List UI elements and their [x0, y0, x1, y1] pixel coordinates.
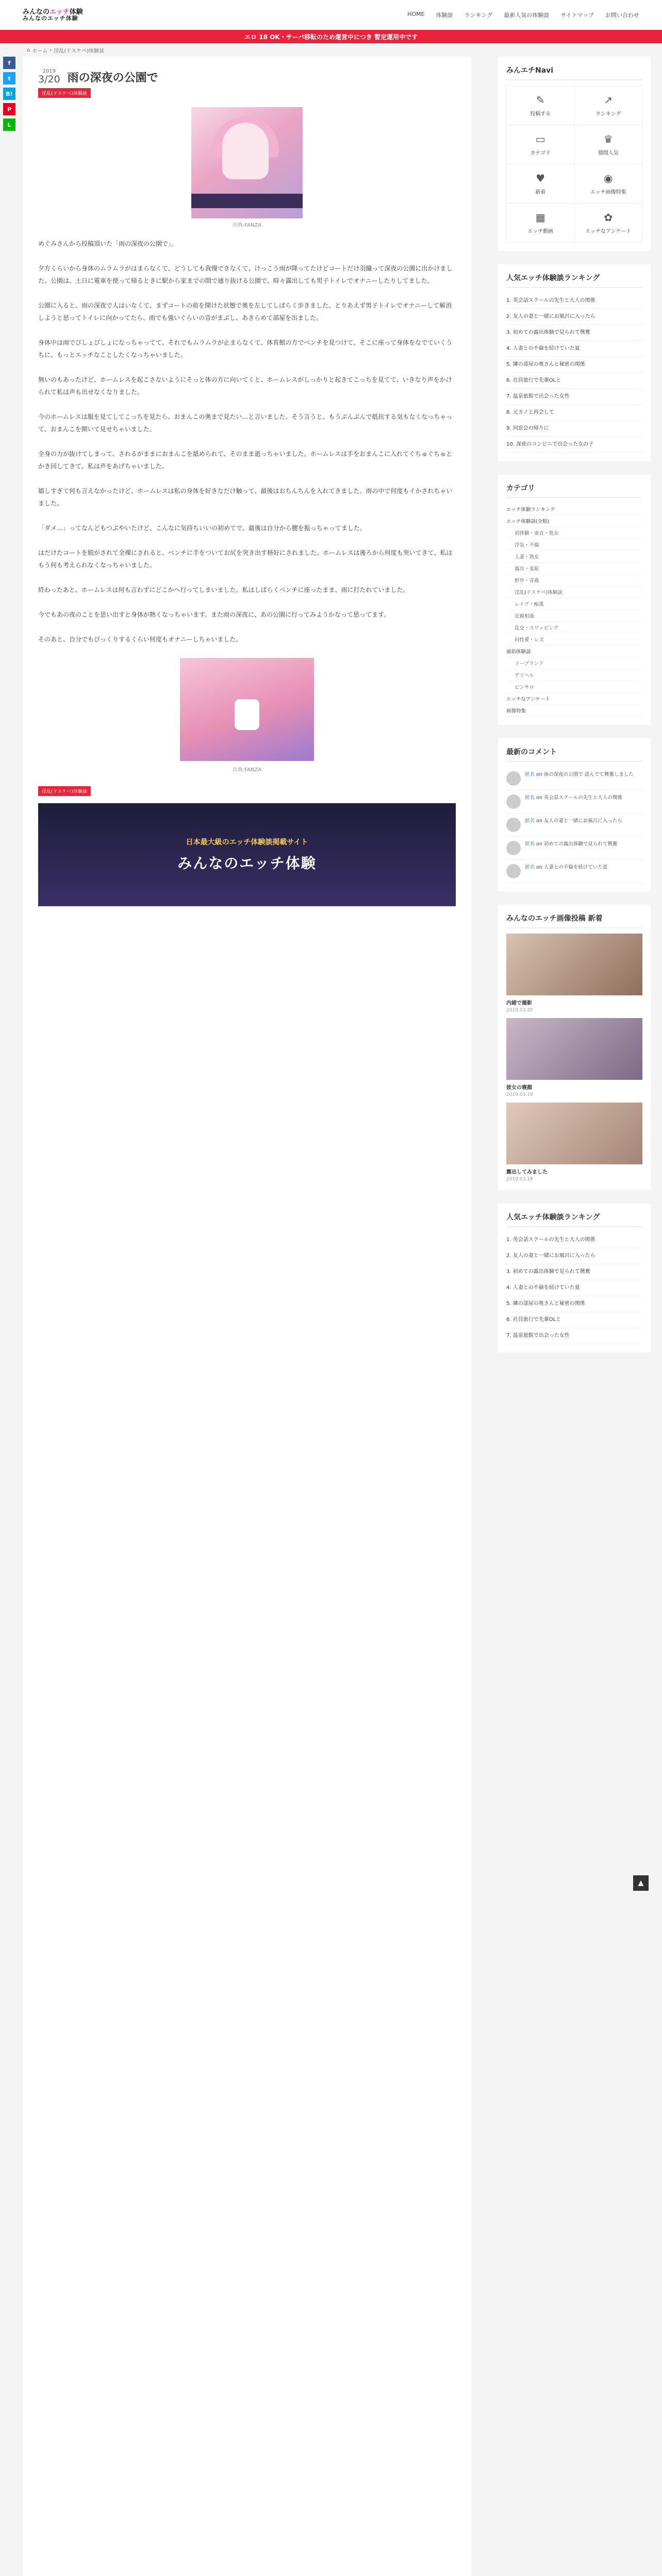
comment-item[interactable]: [506, 837, 642, 860]
comment-author[interactable]: 匿名: [525, 818, 535, 824]
ranking-item[interactable]: 2. 友人の妻と一緒にお風呂に入ったら: [506, 309, 642, 325]
nav-popular[interactable]: 最新人気の体験談: [504, 12, 550, 19]
image-caption: 出典:FANZA: [232, 223, 262, 228]
post-title[interactable]: 内緒で撮影: [506, 1001, 532, 1006]
comment-text[interactable]: on 英会話スクールの先生と大人の関係: [536, 795, 622, 801]
breadcrumb-category[interactable]: 淫乱(ドスケベ)体験談: [54, 48, 105, 54]
article-date: [38, 69, 60, 84]
latest-post[interactable]: [506, 1018, 642, 1097]
article-header: [38, 69, 456, 85]
ranking-item[interactable]: 1. 英会話スクールの先生と大人の関係: [506, 293, 642, 309]
ranking-item[interactable]: 7. 温泉旅館で出会った女性: [506, 389, 642, 405]
ranking-item[interactable]: 1. 英会話スクールの先生と大人の関係: [506, 1232, 642, 1248]
avatar: [506, 818, 521, 832]
category-item[interactable]: ピンサロ: [506, 681, 642, 693]
category-item[interactable]: デリヘル: [506, 669, 642, 681]
nav-stories[interactable]: 体験談: [436, 12, 453, 19]
menu-new[interactable]: ♥ 新着: [507, 164, 575, 204]
category-item[interactable]: 野外・青姦: [506, 574, 642, 586]
comment-text-block: [525, 818, 622, 832]
article-paragraph: 今のホームレスは服を見てしてこっちを見たら、おまんこの奥まで見たい…と言いました。そう言うと、もうぶんぶんで抵抗する気もなくなっちゃって、おまんこを開いて見せちゃいました。: [38, 413, 453, 433]
category-item[interactable]: 画像特集: [506, 705, 642, 717]
comment-item[interactable]: [506, 767, 642, 790]
menu-survey[interactable]: ✿ エッチなアンケート: [575, 204, 643, 243]
recent-comments-box: [498, 738, 651, 891]
eyecatch-image[interactable]: [191, 107, 303, 218]
category-item[interactable]: エッチ体験ランキング: [506, 503, 642, 515]
ranking-title: 人気エッチ体験談ランキング: [506, 273, 642, 288]
article-tag[interactable]: 淫乱(ドスケベ)体験談: [38, 786, 91, 796]
recent-list: [506, 767, 642, 883]
share-twitter-button[interactable]: t: [3, 72, 15, 84]
ranking-item[interactable]: 3. 初めての露出体験で見られて興奮: [506, 325, 642, 341]
avatar: [506, 841, 521, 855]
comment-text[interactable]: on 友人の妻と一緒にお風呂に入ったら: [536, 818, 622, 824]
logo-text-2: エッチ: [49, 8, 70, 16]
ranking-list: [506, 293, 642, 453]
latest-list: [506, 934, 642, 1182]
comment-text-block: [525, 864, 607, 878]
ranking-item[interactable]: 8. 元カノと再会して: [506, 405, 642, 421]
breadcrumb-separator: ›: [49, 47, 52, 53]
category-item[interactable]: 淫乱(ドスケベ)体験談: [506, 586, 642, 598]
post-title[interactable]: 彼女の寝顔: [506, 1085, 532, 1091]
post-date: 2019.03.20: [506, 1008, 533, 1013]
avatar: [506, 771, 521, 786]
comment-author[interactable]: 匿名: [525, 841, 535, 847]
category-badge[interactable]: 淫乱(ドスケベ)体験談: [38, 88, 91, 98]
breadcrumb: [0, 43, 662, 57]
notice-bar[interactable]: エロ 18 OK・サーバ移転のため運営中につき 暫定運用中です: [0, 30, 662, 43]
menu-videos[interactable]: ▦ エッチ動画: [507, 204, 575, 243]
navi-menu: [506, 86, 642, 243]
ranking-box: [498, 264, 651, 461]
comment-item[interactable]: [506, 814, 642, 837]
category-item[interactable]: エッチなアンケート: [506, 693, 642, 705]
ranking-item[interactable]: 10. 深夜のコンビニで出会った女の子: [506, 437, 642, 453]
global-nav: [407, 11, 639, 19]
menu-weekly[interactable]: ♛ 週間人気: [575, 125, 643, 164]
navi-box: [498, 57, 651, 251]
ranking-item[interactable]: 4. 人妻との不倫を続けていた夏: [506, 341, 642, 357]
recent-title: 最新のコメント: [506, 747, 642, 762]
comment-author[interactable]: 匿名: [525, 865, 535, 870]
ranking2-list: [506, 1232, 642, 1344]
category-title: カテゴリ: [506, 483, 642, 498]
category-item[interactable]: 露出・羞恥: [506, 563, 642, 574]
heart-icon: ♥: [536, 172, 545, 184]
category-item[interactable]: 人妻・熟女: [506, 551, 642, 563]
comment-text[interactable]: on 初めての露出体験で見られて興奮: [536, 841, 618, 847]
article-image[interactable]: [180, 658, 314, 761]
scroll-top-button[interactable]: [633, 1875, 649, 1891]
article-paragraph: 夕方くらいから身体のムラムラがはまらなくて、どうしても我慢できなくて、けっこう雨が降ってたけどコートだけ羽織って深夜の公園に出かけました。公園は、土日に電車を使って帰るときに駅から家までの間で通り抜ける公園で、時々露出しても男子トイレでオナニーしたりしてました。: [38, 265, 453, 284]
avatar: [506, 794, 521, 809]
ranking-item[interactable]: 5. 隣の部屋の奥さんと秘密の関係: [506, 357, 642, 373]
category-item[interactable]: 風俗体験談: [506, 646, 642, 657]
share-hatena-button[interactable]: B!: [3, 88, 15, 100]
post-date: 2019.03.19: [506, 1092, 533, 1097]
date-month-day: 3/20: [38, 73, 60, 85]
category-item[interactable]: 同性愛・レズ: [506, 634, 642, 646]
category-item[interactable]: 乱交・スワッピング: [506, 622, 642, 634]
article-paragraph: 「ダメ…」ってなんどもつぶやいたけど、こんなに気持ちいいの初めてで、最後は自分から腰を振っちゃってました。: [38, 524, 366, 532]
ranking2-box: [498, 1204, 651, 1352]
article-paragraph: 無いのもあったけど、ホームレスを起こさないようにそっと体の方に向いてくと、ホームレスがしっかりと起きてこっちを見てて、いきなり声をかけられて私は声も出せなくなりました。: [38, 376, 452, 396]
ranking-item[interactable]: 9. 同窓会の帰りに: [506, 421, 642, 437]
article-paragraph: そのあと、自分でもびっくりするくらい何度もオナニーしちゃいました。: [38, 636, 242, 643]
category-item[interactable]: 浮気・不倫: [506, 539, 642, 551]
comment-text[interactable]: on 雨の深夜の公園で 読んでて興奮しました: [536, 772, 634, 777]
ranking2-title: 人気エッチ体験談ランキング: [506, 1212, 642, 1227]
latest-post[interactable]: [506, 1103, 642, 1182]
category-item[interactable]: レイプ・痴漢: [506, 598, 642, 610]
nav-ranking[interactable]: ランキング: [464, 12, 493, 19]
comment-author[interactable]: 匿名: [525, 795, 535, 801]
post-date: 2019.03.18: [506, 1177, 533, 1182]
ranking-item[interactable]: 6. 社員旅行で先輩OLと: [506, 373, 642, 389]
banner-subtitle: 日本最大級のエッチ体験談掲載サイト: [186, 838, 308, 846]
nav-sitemap[interactable]: サイトマップ: [560, 12, 594, 19]
logo-text-3: 体験: [69, 8, 83, 16]
site-banner[interactable]: [38, 803, 456, 906]
latest-post[interactable]: [506, 934, 642, 1013]
ranking-item[interactable]: 3. 初めての露出体験で見られて興奮: [506, 1264, 642, 1280]
nav-home[interactable]: HOME: [407, 11, 425, 18]
article-paragraph: 全身の力が抜けてしまって、されるがままにおまんこを舐められて、そのまま逝っちゃいました。ホームレスは手をおまんこに入れてぐちゅぐちゅとかき回してきて、私は声をあげちゃいました。: [38, 450, 453, 470]
share-facebook-button[interactable]: f: [3, 57, 15, 69]
page-title: 雨の深夜の公園で: [67, 72, 158, 84]
comment-author[interactable]: 匿名: [525, 772, 535, 777]
logo-text-1: みんなの: [23, 8, 50, 16]
comment-item[interactable]: [506, 790, 642, 814]
comment-text-block: [525, 841, 617, 855]
article-paragraph: はだけたコートを脱がされて全裸にされると、ベンチに手をついてお尻を突き出す格好にされました。ホームレスは後ろから何度も突いてきて、私はもう何も考えられなくなっちゃいました。: [38, 549, 453, 569]
latest-images-box: [498, 905, 651, 1190]
pencil-icon: ✎: [536, 94, 545, 106]
article: [23, 57, 471, 2576]
category-item[interactable]: 初体験・童貞・処女: [506, 527, 642, 539]
navi-title: みんエチNavi: [506, 65, 642, 80]
article-body: [38, 238, 456, 646]
avatar: [506, 864, 521, 878]
comment-item[interactable]: [506, 860, 642, 883]
ranking-item[interactable]: 5. 隣の部屋の奥さんと秘密の関係: [506, 1296, 642, 1312]
date-year: 2019: [42, 69, 56, 75]
post-title[interactable]: 露出してみました: [506, 1170, 548, 1175]
article-paragraph: 終わったあと、ホームレスは何も言わずにどこかへ行ってしまいました。私はしばらくベンチに座ったまま、雨に打たれていました。: [38, 586, 409, 594]
article-paragraph: 嬉しすぎて何も言えなかったけど、ホームレスは私の身体を好きなだけ触って、最後はおちんちんを入れてきました。雨の中で何度もイかされちゃいました。: [38, 487, 453, 507]
category-box: [498, 474, 651, 725]
share-pocket-button[interactable]: P: [3, 103, 15, 115]
menu-ranking[interactable]: ↗ ランキング: [575, 86, 643, 125]
tag-bar: [38, 783, 456, 796]
sidebar: [498, 57, 651, 1366]
trophy-icon: ♛: [603, 133, 613, 145]
comment-text-block: [525, 771, 634, 786]
home-icon: ⌂: [27, 47, 30, 53]
category-item[interactable]: ソープランド: [506, 657, 642, 669]
site-logo[interactable]: [23, 9, 83, 21]
latest-title: みんなのエッチ画像投稿 新着: [506, 913, 642, 928]
logo-subtext: みんなのエッチ体験: [23, 15, 78, 22]
grid-icon: ▦: [535, 211, 545, 224]
post-thumbnail[interactable]: [506, 934, 642, 995]
ranking-item[interactable]: 2. 友人の妻と一緒にお風呂に入ったら: [506, 1248, 642, 1264]
nav-contact[interactable]: お問い合わせ: [605, 12, 639, 19]
share-buttons: [3, 57, 15, 131]
ranking-item[interactable]: 6. 社員旅行で先輩OLと: [506, 1312, 642, 1328]
article-paragraph: 身体中は雨でびしょびしょになっちゃってて、それでもムラムラが止まらなくて、体育館の方でベンチを見つけて、そこに座って身体をなでていくうちに、もっとエッチなことしたくなっちゃいました。: [38, 339, 453, 359]
ranking-item[interactable]: 7. 温泉旅館で出会った女性: [506, 1328, 642, 1344]
site-header: [0, 0, 662, 30]
folder-icon: ▭: [535, 133, 545, 145]
post-thumbnail[interactable]: [506, 1103, 642, 1164]
category-item[interactable]: 近親相姦: [506, 610, 642, 622]
comment-text[interactable]: on 人妻との不倫を続けていた夏: [536, 865, 608, 870]
ranking-item[interactable]: 4. 人妻との不倫を続けていた夏: [506, 1280, 642, 1296]
menu-category[interactable]: ▭ カテゴリ: [507, 125, 575, 164]
gear-icon: ✿: [604, 211, 613, 224]
banner-title: みんなのエッチ体験: [177, 855, 317, 872]
menu-post[interactable]: ✎ 投稿する: [507, 86, 575, 125]
article-paragraph: めぐみさんから投稿頂いた「雨の深夜の公園で」。: [38, 240, 178, 247]
comment-text-block: [525, 794, 622, 809]
breadcrumb-home[interactable]: ホーム: [32, 48, 48, 54]
category-list: [506, 503, 642, 717]
share-line-button[interactable]: L: [3, 118, 15, 131]
menu-images[interactable]: ◉ エッチ画像特集: [575, 164, 643, 204]
article-paragraph: 公園に入ると、雨の深夜で人はいなくて、まずコートの前を開けた状態で奥を左してしばらく歩きました。とりあえず男子トイレでオナニーして解消しようと思ってトイレに向かってたら、雨でも強いぐらいの音がまぶし、あきらめて部屋を出ました。: [38, 302, 452, 321]
category-item[interactable]: エッチ体験談(全般): [506, 515, 642, 527]
camera-icon: ◉: [604, 172, 613, 184]
chart-icon: ↗: [604, 94, 613, 106]
post-thumbnail[interactable]: [506, 1018, 642, 1080]
image2-caption: 出典:FANZA: [232, 767, 262, 773]
article-paragraph: 今でもあの夜のことを思い出すと身体が熱くなっちゃいます。また雨の深夜に、あの公園に行ってみようかなって思ってます。: [38, 611, 390, 618]
arrow-up-icon: ▲: [638, 1879, 644, 1887]
